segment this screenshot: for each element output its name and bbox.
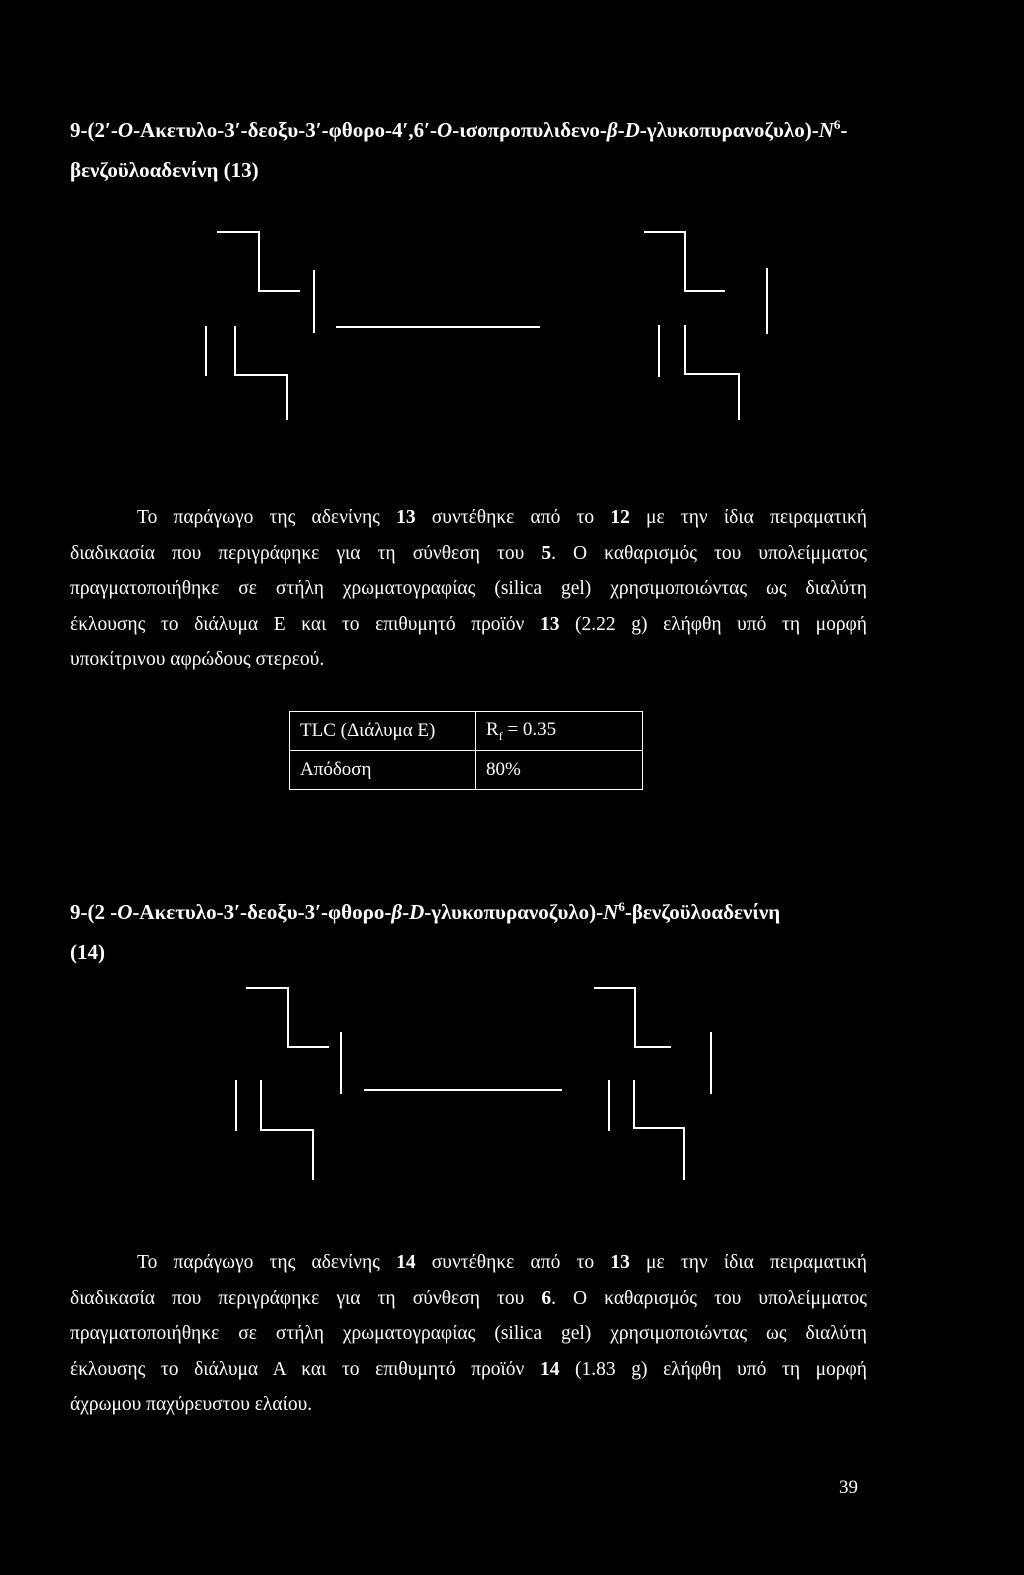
structure-14-drawing: [0, 980, 1024, 1200]
table-row-yield: [290, 751, 643, 790]
compound-13-title-line2: βενζοϋλοαδενίνη (13): [70, 158, 259, 182]
compound-14-paragraph: [70, 1245, 867, 1423]
compound-14-paragraph-line2: διαδικασία που περιγράφηκε για τη σύνθεση του 6. Ο καθαρισμός του υπολείμματος: [70, 1287, 867, 1309]
tlc-value-cell: $R_f = 0.35$: [476, 712, 643, 751]
compound-14-title: [70, 898, 970, 966]
compound-13-paragraph: [70, 500, 867, 678]
structure-13-drawing: [0, 0, 1024, 520]
compound-13-paragraph-line3: πραγματοποιήθηκε σε στήλη χρωματογραφίας (silica gel) χρησιμοποιώντας ως διαλύτη: [70, 578, 867, 599]
table-row-tlc: [290, 712, 643, 751]
compound-14-paragraph-line5: άχρωμου παχύρευστου ελαίου.: [70, 1394, 313, 1415]
compound-13-paragraph-line2: διαδικασία που περιγράφηκε για τη σύνθεση του 5. Ο καθαρισμός του υπολείμματος: [70, 542, 867, 564]
compound-13-paragraph-line1: Το παράγωγο της αδενίνης 13 συντέθηκε από το 12 με την ίδια πειραματική: [137, 507, 868, 528]
compound-13-paragraph-line4: έκλουσης το διάλυμα Ε και το επιθυμητό προϊόν 13 (2.22 g) ελήφθη υπό τη μορφή: [70, 613, 867, 635]
compound-14-paragraph-line1: Το παράγωγο της αδενίνης 14 συντέθηκε από το 13 με την ίδια πειραματική: [137, 1252, 868, 1273]
compound-14-paragraph-line3: πραγματοποιήθηκε σε στήλη χρωματογραφίας (silica gel) χρησιμοποιώντας ως διαλύτη: [70, 1323, 867, 1344]
compound-14-title-line1: 9-(2 $-O-A\kappa\varepsilon\tau\upsilon\lambda o-3'-\delta\varepsilon o\xi\upsilon-3'-\varphi\theta o\rho o-\beta-D-\gamma\lambda\upsilon\kappa o\pi\upsilon\rho\alpha\nu o\zeta\upsilon\lambda o)-N^6$-βενζοϋλοαδενίνη: [70, 899, 781, 924]
compound-13-data-table: [289, 711, 643, 790]
compound-14-title-line2: (14): [70, 940, 105, 964]
compound-13-title-line1: $9-(2'-O-A\kappa\varepsilon\tau\upsilon\lambda o-3'-\delta\varepsilon o\xi\upsilon-3'-\varphi\theta o\rho o-4',6'-O-\iota\sigma o\pi\rho o\pi\upsilon\lambda\iota\delta\varepsilon\nu o-\beta-D-\gamma\lambda\upsilon\kappa o\pi\upsilon\rho\alpha\nu o\zeta\upsilon\lambda o)-N^6-$: [70, 117, 848, 142]
tlc-label-cell: TLC (Διάλυμα Ε): [290, 712, 476, 751]
yield-label-cell: Απόδοση: [290, 751, 476, 790]
page-number: 39: [839, 1477, 858, 1498]
compound-14-paragraph-line4: έκλουσης το διάλυμα Α και το επιθυμητό προϊόν 14 (1.83 g) ελήφθη υπό τη μορφή: [70, 1358, 867, 1380]
compound-13-paragraph-line5: υποκίτρινου αφρώδους στερεού.: [70, 649, 325, 670]
yield-value-cell: 80%: [476, 751, 643, 790]
